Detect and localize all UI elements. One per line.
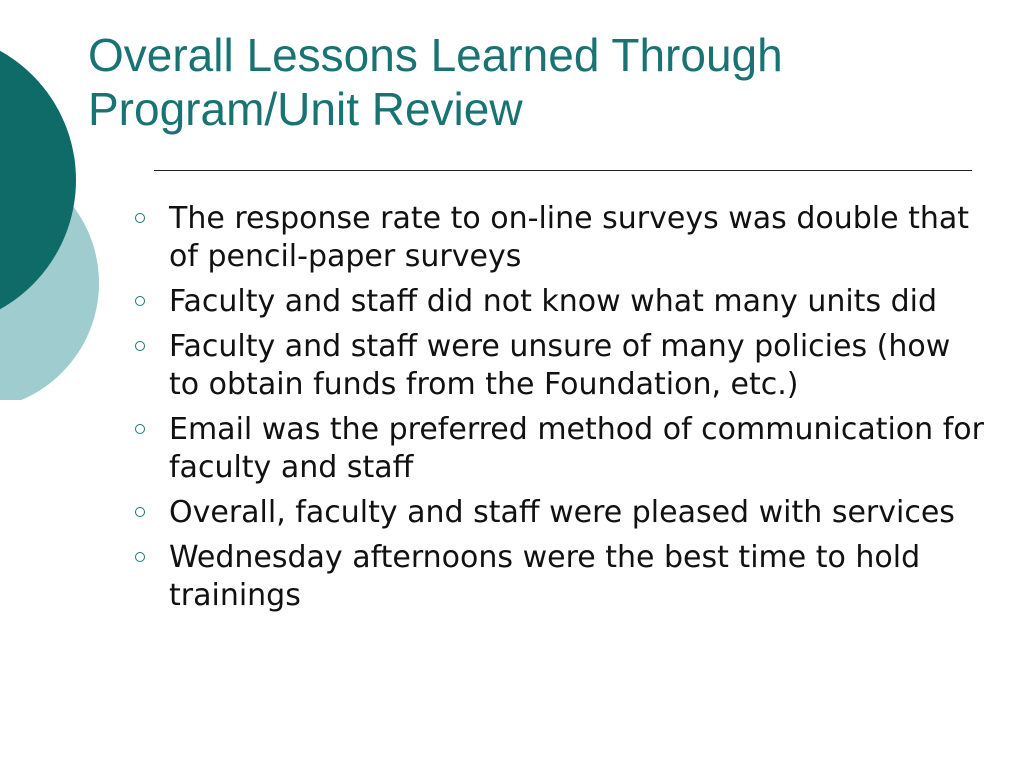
title-line-2: Program/Unit Review <box>88 83 523 135</box>
bullet-item <box>126 539 986 615</box>
hollow-circle-bullet-icon <box>135 552 145 562</box>
bullet-item <box>126 328 986 404</box>
bullet-text: Wednesday afternoons were the best time to hold trainings <box>169 540 921 613</box>
bullet-item <box>126 283 986 321</box>
hollow-circle-bullet-icon <box>135 341 145 351</box>
bullet-item <box>126 494 986 532</box>
hollow-circle-bullet-icon <box>135 296 145 306</box>
bullet-text: Faculty and staff did not know what many units did <box>169 284 938 319</box>
bullet-text: Faculty and staff were unsure of many policies (how to obtain funds from the Foundation, etc.) <box>169 329 951 402</box>
title-line-1: Overall Lessons Learned Through <box>88 29 783 81</box>
hollow-circle-bullet-icon <box>135 507 145 517</box>
bullet-text: Email was the preferred method of communication for faculty and staff <box>169 412 984 485</box>
bullet-list <box>126 200 986 622</box>
bullet-item <box>126 200 986 276</box>
hollow-circle-bullet-icon <box>135 213 145 223</box>
bullet-text: Overall, faculty and staff were pleased with services <box>169 495 955 530</box>
bullet-item <box>126 411 986 487</box>
hollow-circle-bullet-icon <box>135 424 145 434</box>
bullet-text: The response rate to on-line surveys was double that of pencil-paper surveys <box>169 201 970 274</box>
slide-title <box>88 28 988 136</box>
title-divider <box>154 170 972 171</box>
